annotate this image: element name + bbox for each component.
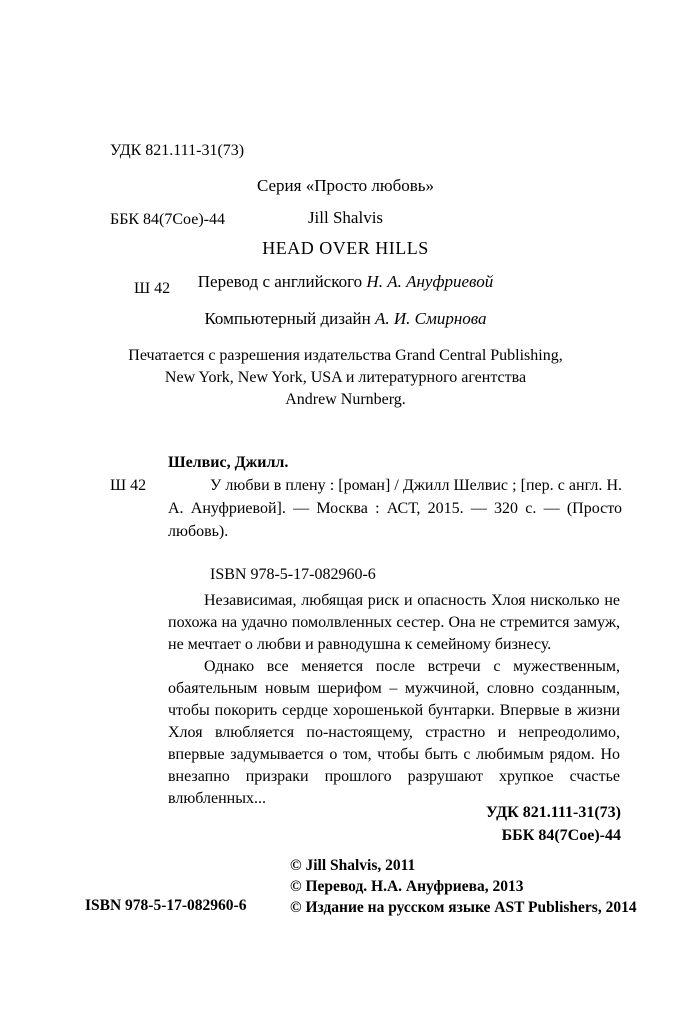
isbn-bottom: ISBN 978-5-17-082960-6 xyxy=(85,897,247,914)
bbk-code-right: ББК 84(7Сое)-44 xyxy=(501,827,621,844)
translator-name: Н. А. Ануфриевой xyxy=(366,272,494,291)
catalog-isbn: ISBN 978-5-17-082960-6 xyxy=(210,566,376,583)
catalog-entry: У любви в плену : [роман] / Джилл Шелвис ; [пер. с англ. Н. А. Ануфриевой]. — Москва : АСТ, 2015. — 320 с. — (Просто любовь). xyxy=(168,477,622,540)
translation-credit xyxy=(0,272,691,292)
designer-name: А. И. Смирнова xyxy=(375,309,487,328)
copyright-author: © Jill Shalvis, 2011 xyxy=(290,857,416,874)
udk-code-right: УДК 821.111-31(73) xyxy=(486,804,621,821)
design-credit xyxy=(0,309,691,329)
permission-line-2: New York, New York, USA и литературного агентства xyxy=(164,369,527,386)
permission-line-3: Andrew Nurnberg. xyxy=(285,391,406,408)
book-title: HEAD OVER HILLS xyxy=(262,238,429,258)
catalog-author-line: Шелвис, Джилл. xyxy=(168,454,289,471)
annotation-block xyxy=(168,590,620,810)
bbk-code: ББК 84(7Сое)-44 xyxy=(110,211,225,228)
copyright-publisher: © Издание на русском языке AST Publishers, 2014 xyxy=(290,899,637,916)
codes-right-block xyxy=(486,801,621,847)
annotation-paragraph-2: Однако все меняется после встречи с мужественным, обаятельным новым шерифом – мужчиной, словно созданным, чтобы покорить сердце хорошенькой бунтарки. Впервые в жизни Хлоя влюбляется по-настоящему, страстно и непреодолимо, впервые задумывается о том, чтобы быть с любимым рядом. Но внезапно призраки прошлого разрушают хрупкое счастье влюбленных... xyxy=(168,658,620,807)
author-name: Jill Shalvis xyxy=(307,208,384,227)
series-title: Серия «Просто любовь» xyxy=(256,176,435,195)
sh-code: Ш 42 xyxy=(134,280,171,297)
annotation-paragraph-1: Независимая, любящая риск и опасность Хлоя нисколько не похожа на удачно помолвленных сестер. Она не стремится замуж, не мечтает о любви и равнодушна к семейному бизнесу. xyxy=(168,592,620,653)
copyright-block xyxy=(290,855,637,918)
permission-line-1: Печатается с разрешения издательства Grand Central Publishing, xyxy=(128,347,563,364)
udk-code: УДК 821.111-31(73) xyxy=(110,142,245,159)
translation-label: Перевод с английского xyxy=(197,272,367,291)
design-label: Компьютерный дизайн xyxy=(204,309,375,328)
copyright-translation: © Перевод. Н.А. Ануфриева, 2013 xyxy=(290,878,524,895)
permission-notice xyxy=(0,345,691,411)
catalog-sh-code: Ш 42 xyxy=(110,477,147,494)
